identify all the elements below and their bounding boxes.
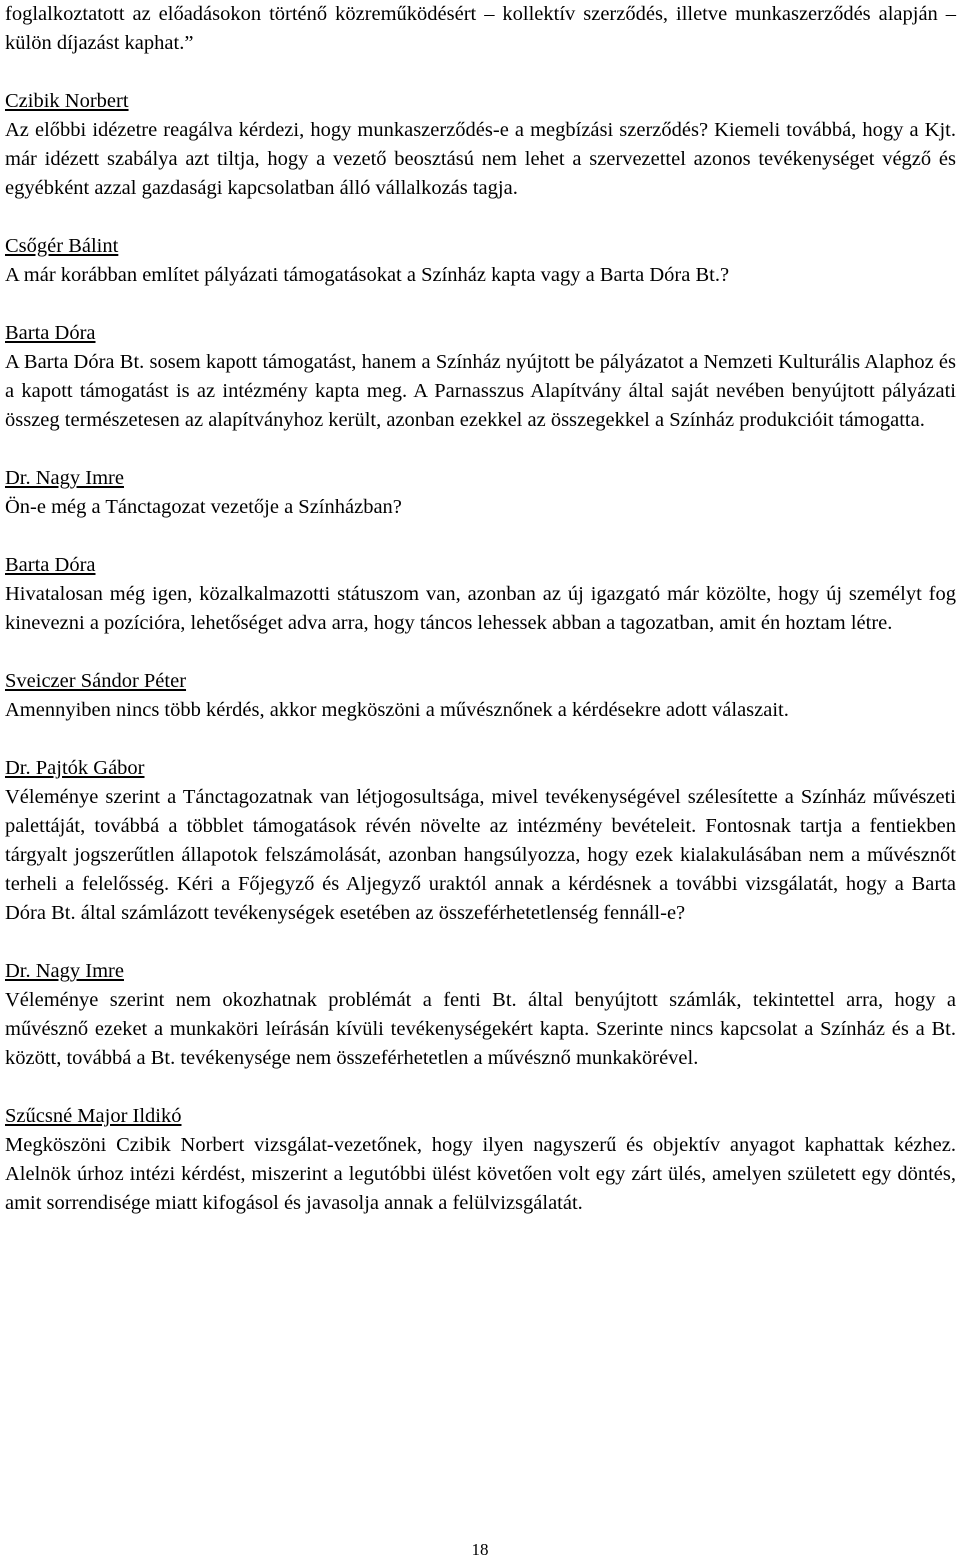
speaker-statement: Hivatalosan még igen, közalkalmazotti státuszom van, azonban az új igazgató már közölte, hogy új személyt fog kinevezni a pozícióra, lehetőséget adva arra, hogy táncos lehessek abban a tagozatban, amit én hoztam létre.: [5, 583, 956, 634]
speaker-name: Barta Dóra: [5, 554, 96, 576]
speaker-statement: Megköszöni Czibik Norbert vizsgálat-vezetőnek, hogy ilyen nagyszerű és objektív anyagot kaphattak kézhez. Alelnök úrhoz intézi kérdést, miszerint a legutóbbi ülést követően volt egy zárt ülés, amelyen született egy döntés, amit sorrendisége miatt kifogásol és javasolja annak a felülvizsgálatát.: [5, 1134, 956, 1214]
speaker-name: Szűcsné Major Ildikó: [5, 1105, 182, 1127]
continuation-paragraph: foglalkoztatott az előadásokon történő közreműködésért – kollektív szerződés, illetve munkaszerződés alapján – külön díjazást kaphat.”: [5, 3, 956, 54]
paragraph-gap: [5, 725, 956, 754]
paragraph-gap: [5, 638, 956, 667]
speaker-statement: Az előbbi idézetre reagálva kérdezi, hogy munkaszerződés-e a megbízási szerződés? Kiemeli továbbá, hogy a Kjt. már idézett szabálya azt tiltja, hogy a vezető beosztású nem lehet a szervezettel azonos tevékenységet végző és egyébként azzal gazdasági kapcsolatban álló vállalkozás tagja.: [5, 119, 956, 199]
speaker-name: Dr. Nagy Imre: [5, 467, 124, 489]
paragraph-gap: [5, 1073, 956, 1102]
speaker-name: Dr. Nagy Imre: [5, 960, 124, 982]
speaker-name: Csőgér Bálint: [5, 235, 119, 257]
speaker-statement: Amennyiben nincs több kérdés, akkor megköszöni a művésznőnek a kérdésekre adott válaszait.: [5, 699, 789, 721]
speaker-name: Dr. Pajtók Gábor: [5, 757, 145, 779]
paragraph-gap: [5, 58, 956, 87]
paragraph-gap: [5, 203, 956, 232]
document-page: [5, 0, 956, 1218]
speaker-name: Sveiczer Sándor Péter: [5, 670, 187, 692]
speaker-name: Czibik Norbert: [5, 90, 129, 112]
paragraph-gap: [5, 290, 956, 319]
paragraph-gap: [5, 522, 956, 551]
page-number: 18: [471, 1540, 489, 1559]
paragraph-gap: [5, 928, 956, 957]
speaker-statement: A már korábban említet pályázati támogatásokat a Színház kapta vagy a Barta Dóra Bt.?: [5, 264, 730, 286]
speaker-statement: Véleménye szerint nem okozhatnak problémát a fenti Bt. által benyújtott számlák, tekintettel arra, hogy a művésznő ezeket a munkaköri leírásán kívüli tevékenységekért kapta. Szerinte nincs kapcsolat a Színház és a Bt. között, továbbá a Bt. tevékenysége nem összeférhetetlen a művésznő munkakörével.: [5, 989, 956, 1069]
speaker-statement: Véleménye szerint a Tánctagozatnak van létjogosultsága, mivel tevékenységével szélesítette a Színház művészeti palettáját, továbbá a többlet támogatások révén növelte az intézmény bevételeit. Fontosnak tartja a fentiekben tárgyalt jogszerűtlen állapotok felszámolását, azonban hangsúlyozza, hogy ezek kialakulásában nem a művésznőt terheli a felelősség. Kéri a Főjegyző és Aljegyző uraktól annak a kérdésnek a további vizsgálatát, hogy a Barta Dóra Bt. által számlázott tevékenységek esetében az összeférhetetlenség fennáll-e?: [5, 786, 956, 924]
speaker-statement: Ön-e még a Tánctagozat vezetője a Színházban?: [5, 496, 402, 518]
speaker-statement: A Barta Dóra Bt. sosem kapott támogatást, hanem a Színház nyújtott be pályázatot a Nemzeti Kulturális Alaphoz és a kapott támogatást is az intézmény kapta meg. A Parnasszus Alapítvány által saját nevében benyújtott pályázati összeg természetesen az alapítványhoz került, azonban ezekkel az összegekkel a Színház produkcióit támogatta.: [5, 351, 956, 431]
paragraph-gap: [5, 435, 956, 464]
speaker-name: Barta Dóra: [5, 322, 96, 344]
